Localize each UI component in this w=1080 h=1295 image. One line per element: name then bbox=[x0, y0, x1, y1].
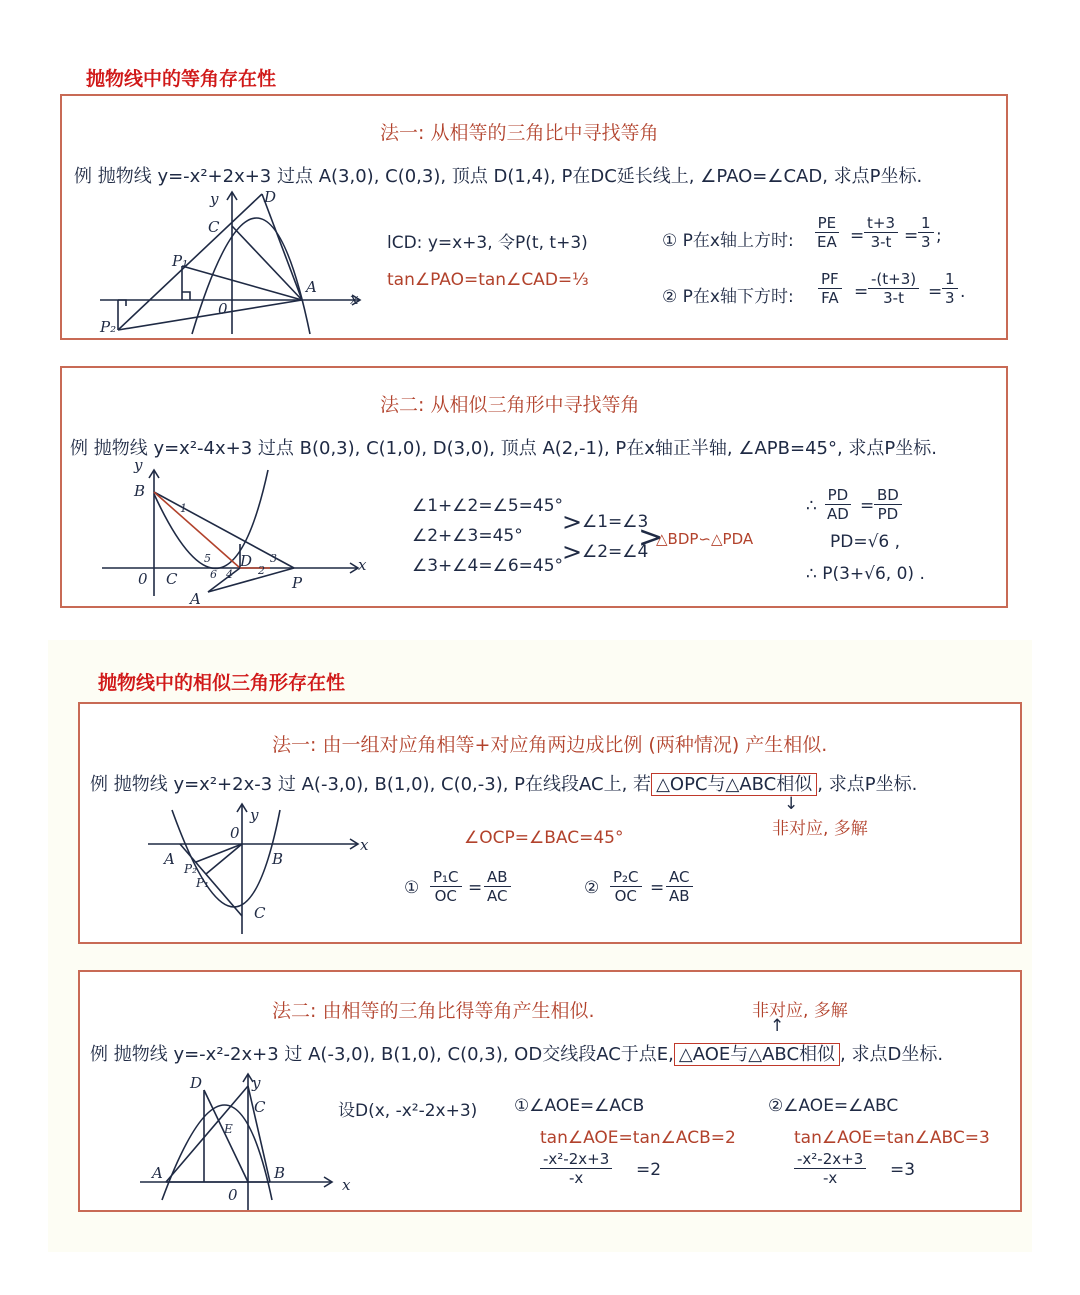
label-B: B bbox=[134, 482, 146, 500]
result: ∴ P(3+√6, 0) . bbox=[806, 564, 925, 584]
note: 非对应, 多解 bbox=[752, 1001, 848, 1021]
label-y: y bbox=[252, 1074, 261, 1092]
method-title: 法一: 由一组对应角相等+对应角两边成比例 (两种情况) 产生相似. bbox=[272, 734, 828, 756]
label-D: D bbox=[190, 1074, 203, 1092]
label-y: y bbox=[250, 806, 259, 824]
label-O: 0 bbox=[230, 824, 240, 842]
label-x: x bbox=[342, 1176, 351, 1194]
label-x: x bbox=[350, 290, 359, 308]
section-similar-triangle bbox=[48, 640, 1032, 1252]
label-P2: P₂ bbox=[100, 318, 117, 336]
label-A: A bbox=[152, 1164, 163, 1182]
set-d: 设D(x, -x²-2x+3) bbox=[338, 1101, 478, 1121]
example-text: 例 抛物线 y=x²+2x-3 过 A(-3,0), B(1,0), C(0,-3), P在线段AC上, 若 △OPC与△ABC相似 , 求点P坐标. bbox=[90, 774, 918, 795]
label-y: y bbox=[210, 190, 219, 208]
label-C: C bbox=[208, 218, 220, 236]
case-1: ①∠AOE=∠ACB bbox=[514, 1096, 645, 1116]
fraction: $\frac{t+3}{3-t}$ bbox=[864, 214, 898, 251]
section-title: 抛物线中的相似三角形存在性 bbox=[98, 672, 346, 694]
case-1-label: ① bbox=[404, 878, 420, 898]
fraction: $\frac{AC}{AB}$ bbox=[666, 868, 693, 905]
equals: = bbox=[928, 282, 943, 302]
label-C: C bbox=[166, 570, 178, 588]
conclusion-1: ∠1=∠3 bbox=[582, 512, 649, 532]
fraction: $\frac{1}{3}$ bbox=[918, 214, 934, 251]
brace: > bbox=[562, 508, 583, 536]
parabola-diagram-1 bbox=[92, 182, 382, 342]
line-equation: lCD: y=x+3, 令P(t, t+3) bbox=[387, 233, 588, 253]
label-C: C bbox=[254, 1098, 266, 1116]
angle-6: 6 bbox=[210, 568, 217, 581]
method-title: 法二: 由相等的三角比得等角产生相似. bbox=[272, 1000, 595, 1022]
label-D: D bbox=[240, 552, 253, 570]
angle-equation-2: ∠2+∠3=45° bbox=[412, 526, 523, 546]
label-A: A bbox=[164, 850, 175, 868]
fraction: $\frac{\text{-x²-2x+3}}{-x}$ bbox=[794, 1150, 866, 1187]
equals: = bbox=[650, 878, 665, 898]
case-1-result: =2 bbox=[636, 1160, 662, 1180]
case-2-tan: tan∠AOE=tan∠ABC=3 bbox=[794, 1128, 990, 1148]
case-above: ① P在x轴上方时: bbox=[662, 231, 794, 251]
angle-equation-3: ∠3+∠4=∠6=45° bbox=[412, 556, 564, 576]
punctuation: ; bbox=[936, 226, 942, 246]
label-E: E bbox=[224, 1122, 233, 1136]
method-title: 法一: 从相等的三角比中寻找等角 bbox=[380, 122, 659, 144]
case-below: ② P在x轴下方时: bbox=[662, 287, 794, 307]
label-D: D bbox=[264, 188, 277, 206]
case-2: ②∠AOE=∠ABC bbox=[768, 1096, 899, 1116]
parabola-diagram-3 bbox=[146, 804, 376, 944]
equals: = bbox=[854, 282, 869, 302]
note: 非对应, 多解 bbox=[772, 819, 868, 839]
fraction: $\frac{BD}{PD}$ bbox=[874, 486, 902, 523]
angle-5: 5 bbox=[204, 552, 211, 565]
therefore: ∴ bbox=[806, 496, 817, 516]
label-O: 0 bbox=[138, 570, 148, 588]
example-text: 例 抛物线 y=-x²+2x+3 过点 A(3,0), C(0,3), 顶点 D(1,4), P在DC延长线上, ∠PAO=∠CAD, 求点P坐标. bbox=[74, 166, 923, 187]
highlight-box: △OPC与△ABC相似 bbox=[651, 773, 817, 796]
fraction: $\frac{PD}{AD}$ bbox=[824, 486, 852, 523]
equals: = bbox=[850, 226, 865, 246]
arrow: ↑ bbox=[770, 1016, 785, 1036]
conclusion-2: ∠2=∠4 bbox=[582, 542, 649, 562]
label-P1: P₁ bbox=[196, 876, 209, 890]
label-B: B bbox=[274, 1164, 286, 1182]
fraction: $\frac{\text{P₁C}}{OC}$ bbox=[430, 868, 462, 905]
fraction: $\frac{AB}{AC}$ bbox=[484, 868, 511, 905]
method-title: 法二: 从相似三角形中寻找等角 bbox=[380, 394, 640, 416]
case-1-tan: tan∠AOE=tan∠ACB=2 bbox=[540, 1128, 736, 1148]
label-A: A bbox=[190, 590, 201, 608]
angle-equation-1: ∠1+∠2=∠5=45° bbox=[412, 496, 564, 516]
method-box-2 bbox=[60, 366, 1008, 608]
angle-3: 3 bbox=[270, 552, 277, 565]
fraction: $\frac{\text{P₂C}}{OC}$ bbox=[610, 868, 642, 905]
label-x: x bbox=[358, 556, 367, 574]
label-C: C bbox=[254, 904, 266, 922]
label-y: y bbox=[134, 456, 143, 474]
label-x: x bbox=[360, 836, 369, 854]
fraction: $\frac{\text{-x²-2x+3}}{-x}$ bbox=[540, 1150, 612, 1187]
similar-triangles: △BDP∽△PDA bbox=[656, 530, 754, 548]
equals: = bbox=[860, 496, 875, 516]
highlight-box: △AOE与△ABC相似 bbox=[674, 1043, 840, 1066]
label-O: 0 bbox=[218, 300, 228, 318]
label-O: 0 bbox=[228, 1186, 238, 1204]
case-2-label: ② bbox=[584, 878, 600, 898]
example-text: 例 抛物线 y=x²-4x+3 过点 B(0,3), C(1,0), D(3,0), 顶点 A(2,-1), P在x轴正半轴, ∠APB=45°, 求点P坐标. bbox=[70, 438, 937, 459]
label-P2: P₂ bbox=[184, 862, 197, 876]
punctuation: . bbox=[960, 282, 966, 302]
tan-equation: tan∠PAO=tan∠CAD=⅓ bbox=[387, 270, 589, 290]
method-box-3 bbox=[78, 702, 1022, 944]
angle-1: 1 bbox=[180, 502, 187, 515]
brace: > bbox=[562, 538, 583, 566]
angle-2: 2 bbox=[258, 564, 265, 577]
fraction: $\frac{PF}{FA}$ bbox=[818, 270, 842, 307]
fraction: $\frac{-(t+3)}{3-t}$ bbox=[868, 270, 919, 307]
fraction: $\frac{PE}{EA}$ bbox=[814, 214, 840, 251]
equals: = bbox=[468, 878, 483, 898]
section-title: 抛物线中的等角存在性 bbox=[86, 68, 277, 90]
case-2-result: =3 bbox=[890, 1160, 916, 1180]
label-P: P bbox=[292, 574, 303, 592]
example-text: 例 抛物线 y=-x²-2x+3 过 A(-3,0), B(1,0), C(0,3), OD交线段AC于点E, △AOE与△ABC相似 , 求点D坐标. bbox=[90, 1044, 944, 1065]
label-B: B bbox=[272, 850, 284, 868]
method-box-1 bbox=[60, 94, 1008, 340]
brace: > bbox=[638, 520, 664, 555]
angle-4: 4 bbox=[226, 568, 233, 581]
angle-equation: ∠OCP=∠BAC=45° bbox=[464, 828, 624, 848]
arrow: ↓ bbox=[784, 794, 799, 814]
method-box-4 bbox=[78, 970, 1022, 1212]
fraction: $\frac{1}{3}$ bbox=[942, 270, 958, 307]
equals: = bbox=[904, 226, 919, 246]
label-A: A bbox=[306, 278, 317, 296]
section-equal-angle bbox=[0, 0, 1080, 630]
pd-value: PD=√6 , bbox=[830, 532, 901, 552]
label-P1: P₁ bbox=[172, 252, 189, 270]
